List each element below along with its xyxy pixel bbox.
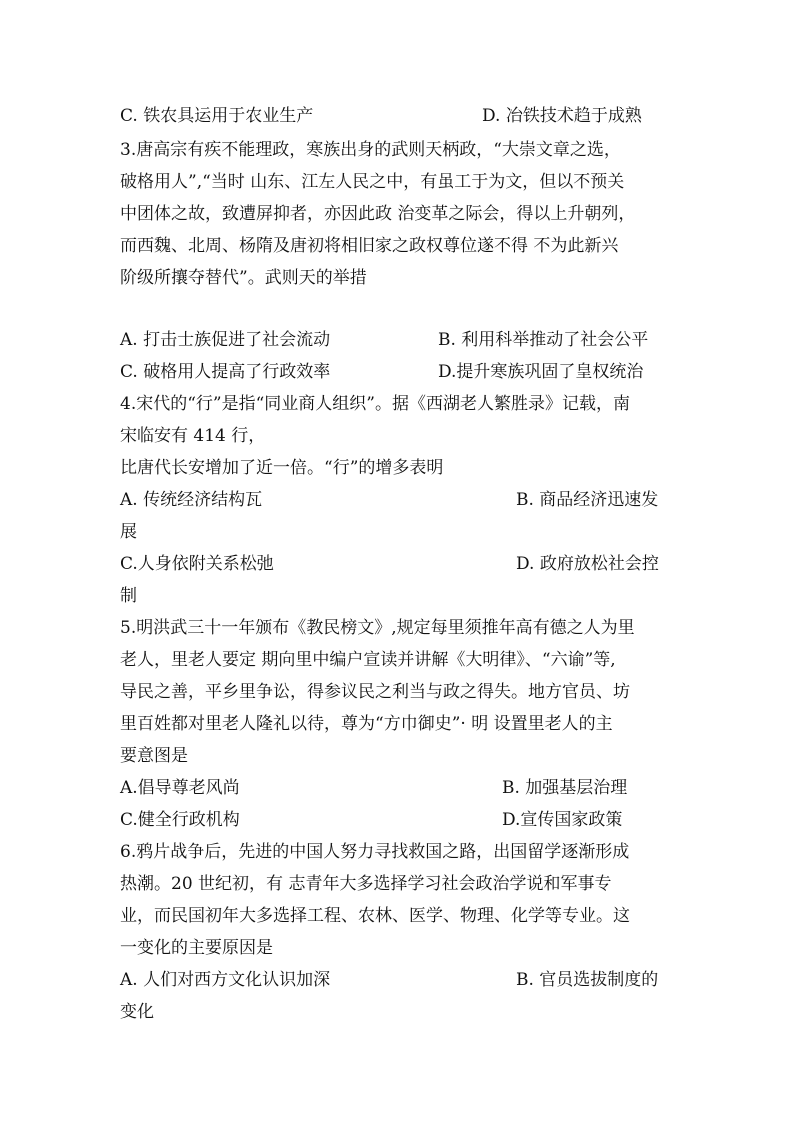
option-4b: B. 商品经济迅速发 xyxy=(516,490,659,510)
question-6-line-1: 6.鸦片战争后，先进的中国人努力寻找救国之路，出国留学逐渐形成 xyxy=(120,842,630,862)
question-5-line-5: 要意图是 xyxy=(120,746,188,766)
option-3c: C. 破格用人提高了行政效率 xyxy=(120,362,331,382)
option-6b: B. 官员选拔制度的 xyxy=(516,970,659,990)
option-3a: A. 打击士族促进了社会流动 xyxy=(120,330,331,350)
option-6a: A. 人们对西方文化认识加深 xyxy=(120,970,331,990)
question-6-line-2: 热潮。20 世纪初，有 志青年大多选择学习社会政治学说和军事专 xyxy=(120,874,612,894)
option-2c: C. 铁农具运用于农业生产 xyxy=(120,106,314,126)
question-5-line-1: 5.明洪武三十一年颁布《教民榜文》,规定每里须推年高有德之人为里 xyxy=(120,618,635,638)
question-6-line-4: 一变化的主要原因是 xyxy=(120,938,273,958)
question-4-line-3: 比唐代长安增加了近一倍。“行”的增多表明 xyxy=(120,458,444,478)
option-3b: B. 利用科举推动了社会公平 xyxy=(438,330,649,350)
option-2d: D. 冶铁技术趋于成熟 xyxy=(482,106,642,126)
question-6-line-3: 业，而民国初年大多选择工程、农林、医学、物理、化学等专业。这 xyxy=(120,906,630,926)
option-4b-wrap: 展 xyxy=(120,522,137,542)
option-6b-wrap: 变化 xyxy=(120,1002,154,1022)
option-4a: A. 传统经济结构瓦 xyxy=(120,490,263,510)
option-5d: D.宣传国家政策 xyxy=(502,810,623,830)
question-5-line-2: 老人，里老人要定 期向里中编户宣读并讲解《大明律》、“六谕”等, xyxy=(120,650,616,670)
option-5a: A.倡导尊老风尚 xyxy=(120,778,240,798)
option-5b: B. 加强基层治理 xyxy=(502,778,628,798)
question-4-line-1: 4.宋代的“行”是指“同业商人组织”。据《西湖老人繁胜录》记载，南 xyxy=(120,394,630,414)
question-4-line-2: 宋临安有 414 行， xyxy=(120,426,266,446)
option-3d: D.提升寒族巩固了皇权统治 xyxy=(438,362,644,382)
option-4d: D. 政府放松社会控 xyxy=(516,554,659,574)
option-4c: C.人身依附关系松弛 xyxy=(120,554,274,574)
option-4d-wrap: 制 xyxy=(120,586,137,606)
question-3-line-5: 阶级所攘夺替代”。武则天的举措 xyxy=(120,268,367,288)
question-5-line-3: 导民之善，平乡里争讼，得参议民之利当与政之得失。地方官员、坊 xyxy=(120,682,630,702)
question-5-line-4: 里百姓都对里老人隆礼以待，尊为“方巾御史”· 明 设置里老人的主 xyxy=(120,714,613,734)
question-3-line-3: 中团体之故，致遭屏抑者，亦因此政 治变革之际会，得以上升朝列， xyxy=(120,204,636,224)
question-3-line-2: 破格用人”,“当时 山东、江左人民之中，有虽工于为文，但以不预关 xyxy=(120,172,625,192)
question-3-line-4: 而西魏、北周、杨隋及唐初将相旧家之政权尊位遂不得 不为此新兴 xyxy=(120,236,619,256)
option-5c: C.健全行政机构 xyxy=(120,810,240,830)
question-3-line-1: 3.唐高宗有疾不能理政，寒族出身的武则天柄政，“大崇文章之选， xyxy=(120,140,621,160)
